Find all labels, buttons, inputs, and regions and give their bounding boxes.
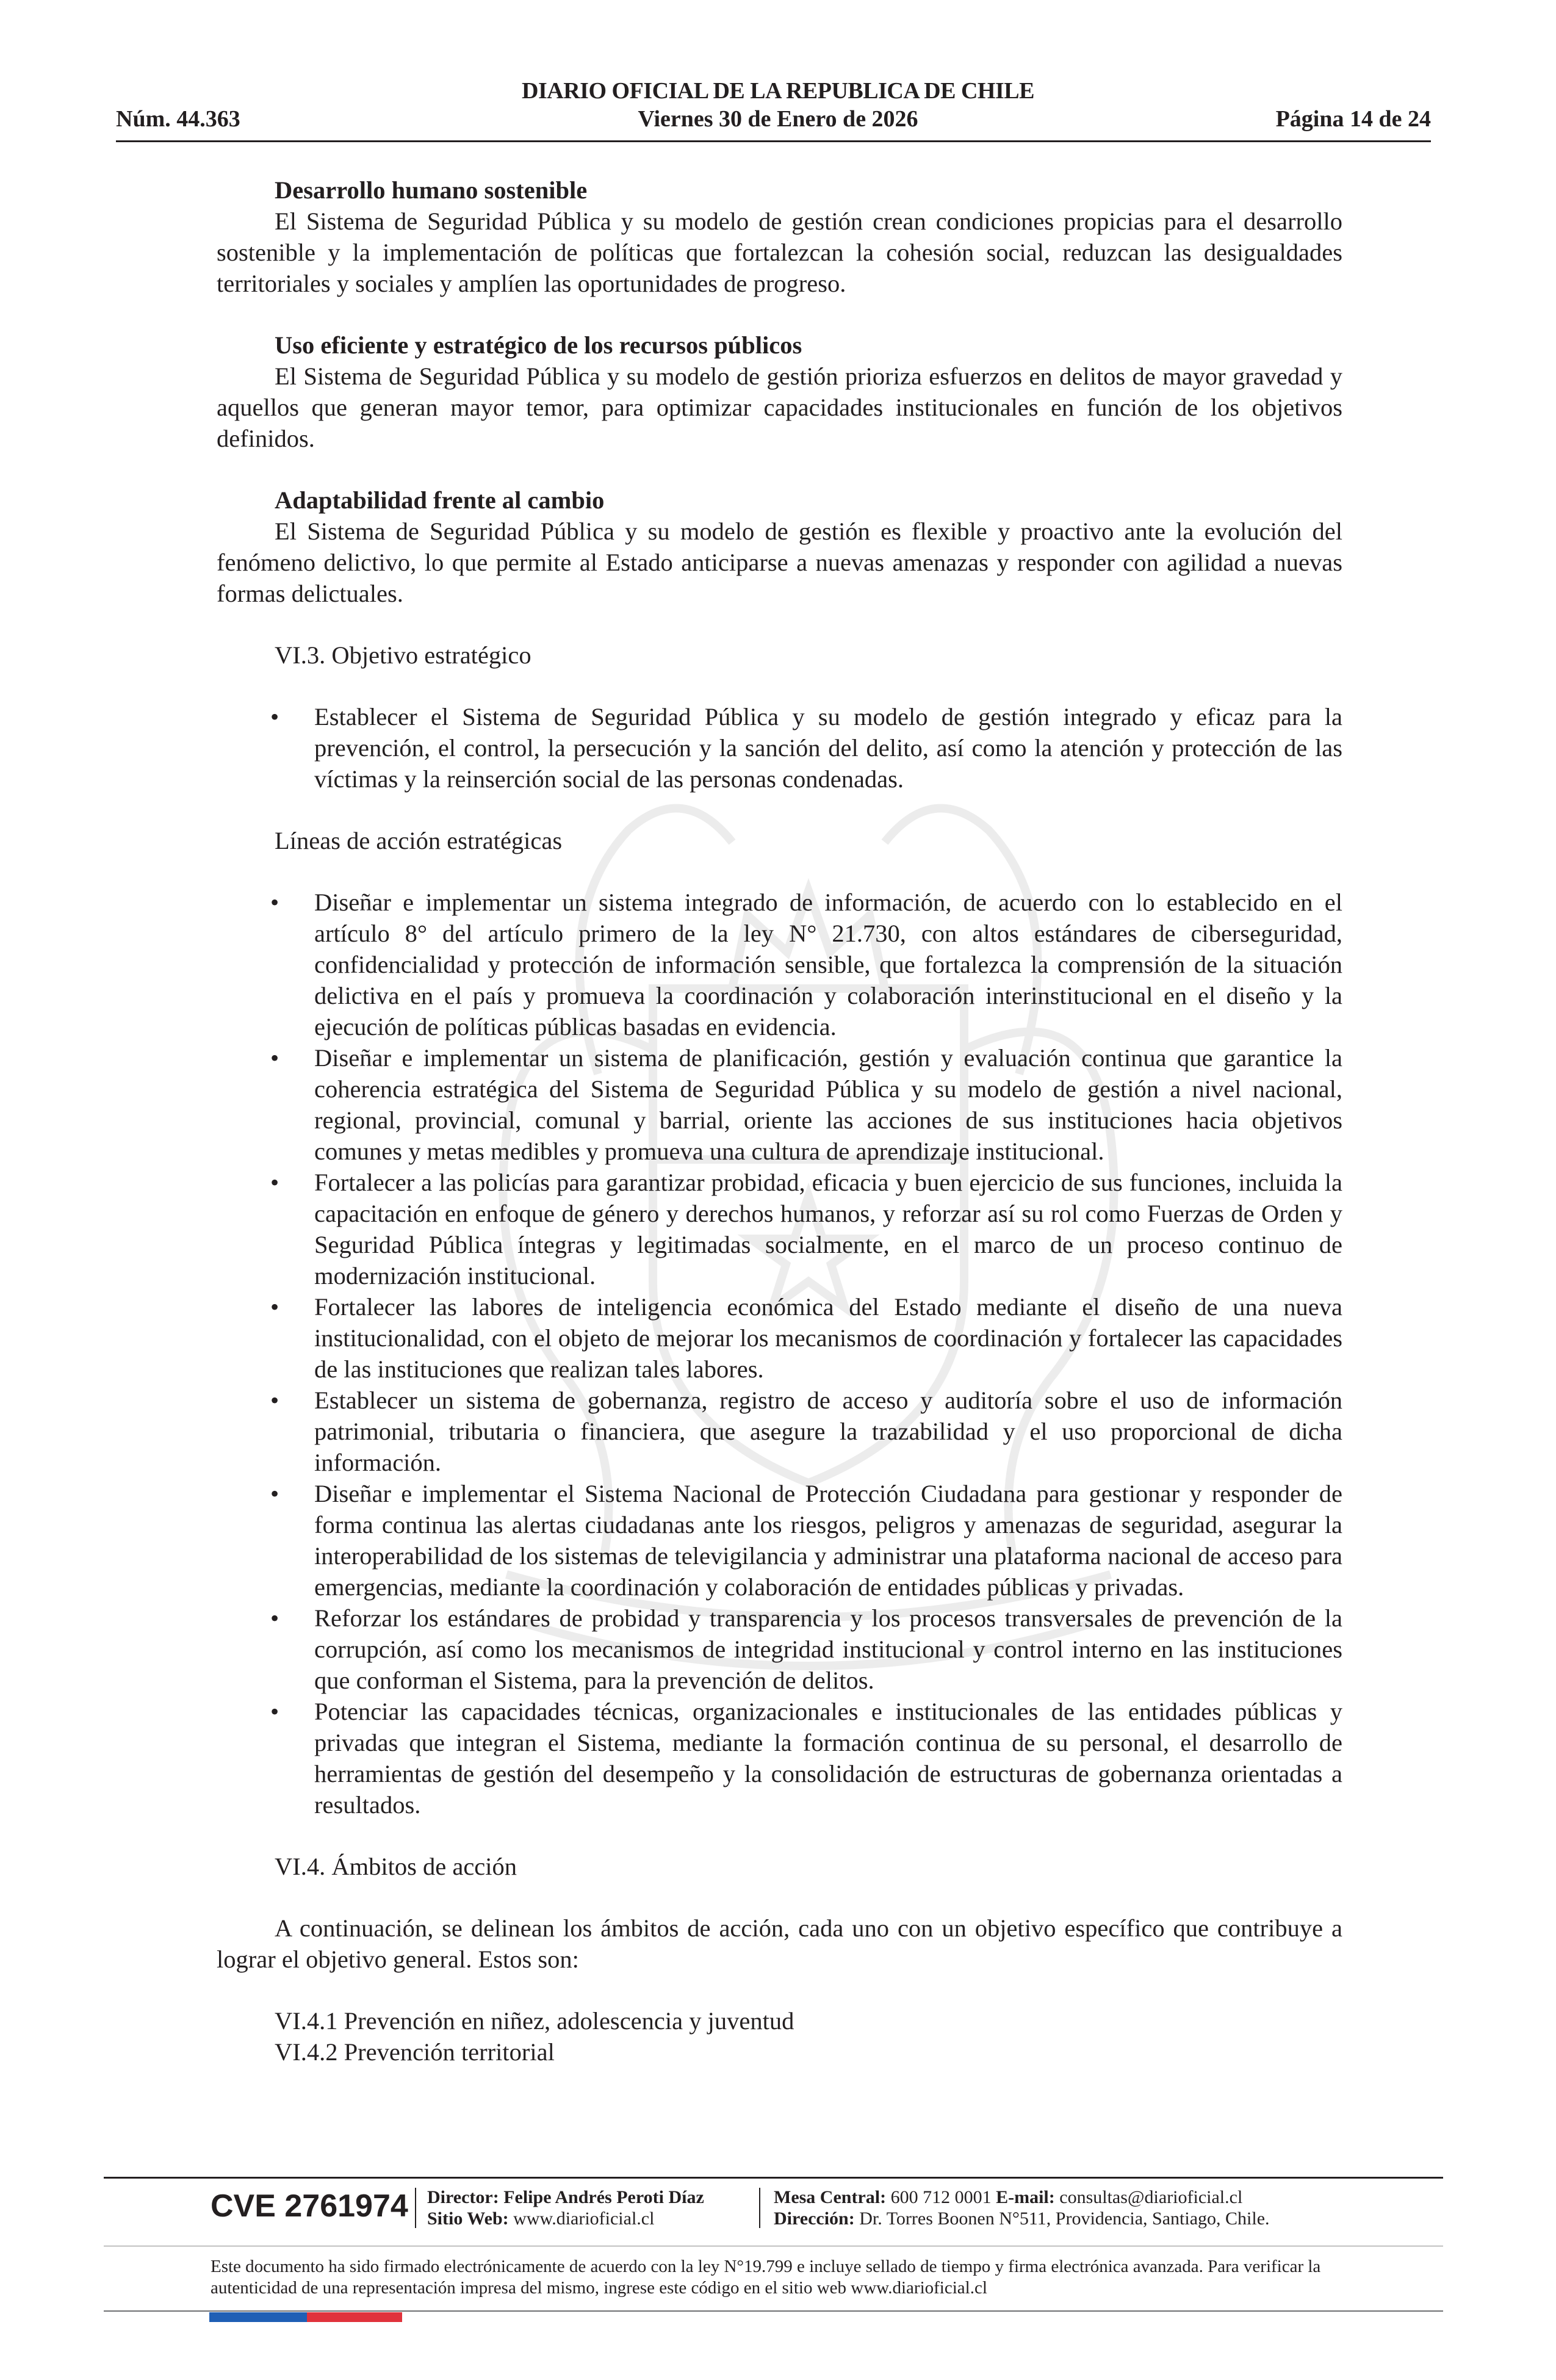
bullet-icon: • <box>270 889 279 916</box>
phone-value: 600 712 0001 <box>890 2187 992 2207</box>
publication-title: DIARIO OFICIAL DE LA REPUBLICA DE CHILE <box>522 78 1034 104</box>
site-link[interactable]: www.diarioficial.cl <box>513 2209 655 2229</box>
scope-item: VI.4.2 Prevención territorial <box>275 2038 555 2066</box>
director-label: Director: <box>427 2187 499 2207</box>
issue-date: Viernes 30 de Enero de 2026 <box>638 106 918 132</box>
spacer <box>217 609 1342 640</box>
scope-heading: VI.4. Ámbitos de acción <box>275 1853 517 1880</box>
list-item-text: Reforzar los estándares de probidad y transparencia y los procesos transversales de prevención de la corrupción, así como los mecanismos de integridad institucional y control interno en las instituciones que conforman el Sistema, para la prevención de delitos. <box>314 1604 1342 1694</box>
footer-separator <box>415 2188 416 2228</box>
lines-list <box>217 887 1342 1820</box>
list-item-text: Establecer un sistema de gobernanza, registro de acceso y auditoría sobre el uso de información patrimonial, tributaria o financiera, que asegure la trazabilidad y el uso proporcional de dicha información. <box>314 1387 1342 1476</box>
director-name: Felipe Andrés Peroti Díaz <box>503 2187 704 2207</box>
address-label: Dirección: <box>774 2209 855 2229</box>
list-item-text: Establecer el Sistema de Seguridad Pública y su modelo de gestión integrado y eficaz para la prevención, el control, la persecución y la sanción del delito, así como la atención y protección de las víctimas y la reinserción social de las personas condenadas. <box>314 703 1342 793</box>
phone-label: Mesa Central: <box>774 2187 887 2207</box>
footer-divider-bottom <box>104 2310 1443 2312</box>
bullet-icon: • <box>270 1604 279 1632</box>
objective-heading: VI.3. Objetivo estratégico <box>275 641 531 669</box>
list-item-text: Potenciar las capacidades técnicas, organizacionales e institucionales de las entidades públicas y privadas que integran el Sistema, mediante la formación continua de su personal, el desarrollo de herramientas de gestión del desempeño y la consolidación de estructuras de gobernanza orientadas a resultados. <box>314 1698 1342 1819</box>
list-item <box>217 1696 1342 1820</box>
lines-heading: Líneas de acción estratégicas <box>275 827 563 854</box>
spacer <box>217 1820 1342 1851</box>
list-item <box>217 1291 1342 1385</box>
email-link[interactable]: consultas@diarioficial.cl <box>1059 2187 1243 2207</box>
section-body-desarrollo: El Sistema de Seguridad Pública y su modelo de gestión crean condiciones propicias para el desarrollo sostenible y la implementación de políticas que fortalezcan la cohesión social, reduzcan las desigualdades territoriales y sociales y amplíen las oportunidades de progreso. <box>217 207 1342 297</box>
scope-item: VI.4.1 Prevención en niñez, adolescencia y juventud <box>275 2007 794 2035</box>
section-title-uso-eficiente: Uso eficiente y estratégico de los recursos públicos <box>275 331 802 359</box>
list-item-text: Diseñar e implementar un sistema integrado de información, de acuerdo con lo establecido en el artículo 8° del artículo primero de la ley N° 21.730, con altos estándares de ciberseguridad, confidencialidad y protección de información sensible, que fortalezca la comprensión de la situación delictiva en el país y promueva la coordinación y colaboración interinstitucional en el diseño y la ejecución de políticas públicas basadas en evidencia. <box>314 889 1342 1040</box>
list-item-text: Fortalecer las labores de inteligencia económica del Estado mediante el diseño de una nueva institucionalidad, con el objeto de mejorar los mecanismos de coordinación y fortalecer las capacidades de las instituciones que realizan tales labores. <box>314 1293 1342 1383</box>
list-item <box>217 1167 1342 1291</box>
spacer <box>217 671 1342 701</box>
bullet-icon: • <box>270 1169 279 1196</box>
spacer <box>217 1882 1342 1913</box>
page-number: Página 14 de 24 <box>1275 106 1431 132</box>
flag-stripe-blue <box>209 2312 307 2322</box>
site-label: Sitio Web: <box>427 2209 509 2229</box>
bullet-icon: • <box>270 1387 279 1414</box>
section-body-adaptabilidad: El Sistema de Seguridad Pública y su modelo de gestión es flexible y proactivo ante la evolución del fenómeno delictivo, lo que permite al Estado anticiparse a nuevas amenazas y responder con agilidad a nuevas formas delictuales. <box>217 517 1342 607</box>
address-value: Dr. Torres Boonen N°511, Providencia, Santiago, Chile. <box>859 2209 1270 2229</box>
cve-code: CVE 2761974 <box>211 2188 408 2224</box>
spacer <box>217 795 1342 825</box>
document-body <box>217 175 1342 2068</box>
list-item <box>217 701 1342 795</box>
signature-note: Este documento ha sido firmado electrónicamente de acuerdo con la ley N°19.799 e incluye sellado de tiempo y firma electrónica avanzada. Para verificar la autenticidad de una representación impresa del mismo, ingrese este código en el sitio web www.diarioficial.cl <box>211 2257 1321 2298</box>
footer-divider-top <box>104 2177 1443 2179</box>
list-item <box>217 1042 1342 1167</box>
bullet-icon: • <box>270 1044 279 1072</box>
list-item-text: Diseñar e implementar un sistema de planificación, gestión y evaluación continua que garantice la coherencia estratégica del Sistema de Seguridad Pública y su modelo de gestión a nivel nacional, regional, provincial, comunal y barrial, oriente las acciones de sus instituciones hacia objetivos comunes y metas medibles y promueva una cultura de aprendizaje institucional. <box>314 1044 1342 1165</box>
bullet-icon: • <box>270 1480 279 1507</box>
footer-director-block <box>427 2187 704 2229</box>
list-item-text: Fortalecer a las policías para garantizar probidad, eficacia y buen ejercicio de sus funciones, incluida la capacitación en enfoque de género y derechos humanos, y reforzar así su rol como Fuerzas de Orden y Seguridad Pública íntegras y legitimadas socialmente, en el marco de un proceso continuo de modernización institucional. <box>314 1169 1342 1289</box>
list-item <box>217 1478 1342 1603</box>
email-label: E-mail: <box>996 2187 1055 2207</box>
section-title-desarrollo: Desarrollo humano sostenible <box>275 176 588 204</box>
spacer <box>217 454 1342 485</box>
list-item <box>217 887 1342 1042</box>
footer-separator <box>759 2188 760 2228</box>
scope-intro: A continuación, se delinean los ámbitos de acción, cada uno con un objetivo específico que contribuye a lograr el objetivo general. Estos son: <box>217 1914 1342 1973</box>
bullet-icon: • <box>270 1698 279 1725</box>
footer-contact-block <box>774 2187 1270 2229</box>
issue-number: Núm. 44.363 <box>116 106 240 132</box>
objective-list <box>217 701 1342 795</box>
bullet-icon: • <box>270 703 279 730</box>
flag-stripe-red <box>307 2312 402 2322</box>
section-body-uso-eficiente: El Sistema de Seguridad Pública y su modelo de gestión prioriza esfuerzos en delitos de mayor gravedad y aquellos que generan mayor temor, para optimizar capacidades institucionales en función de los objetivos definidos. <box>217 362 1342 452</box>
list-item <box>217 1385 1342 1478</box>
spacer <box>217 856 1342 887</box>
list-item <box>217 1603 1342 1696</box>
section-title-adaptabilidad: Adaptabilidad frente al cambio <box>275 486 605 514</box>
list-item-text: Diseñar e implementar el Sistema Nacional de Protección Ciudadana para gestionar y responder de forma continua las alertas ciudadanas ante los riesgos, peligros y amenazas de seguridad, asegurar la interoperabilidad de los sistemas de televigilancia y administrar una plataforma nacional de acceso para emergencias, mediante la coordinación y colaboración de entidades públicas y privadas. <box>314 1480 1342 1601</box>
spacer <box>217 1975 1342 2005</box>
header-divider <box>116 140 1431 142</box>
spacer <box>217 299 1342 330</box>
bullet-icon: • <box>270 1293 279 1321</box>
